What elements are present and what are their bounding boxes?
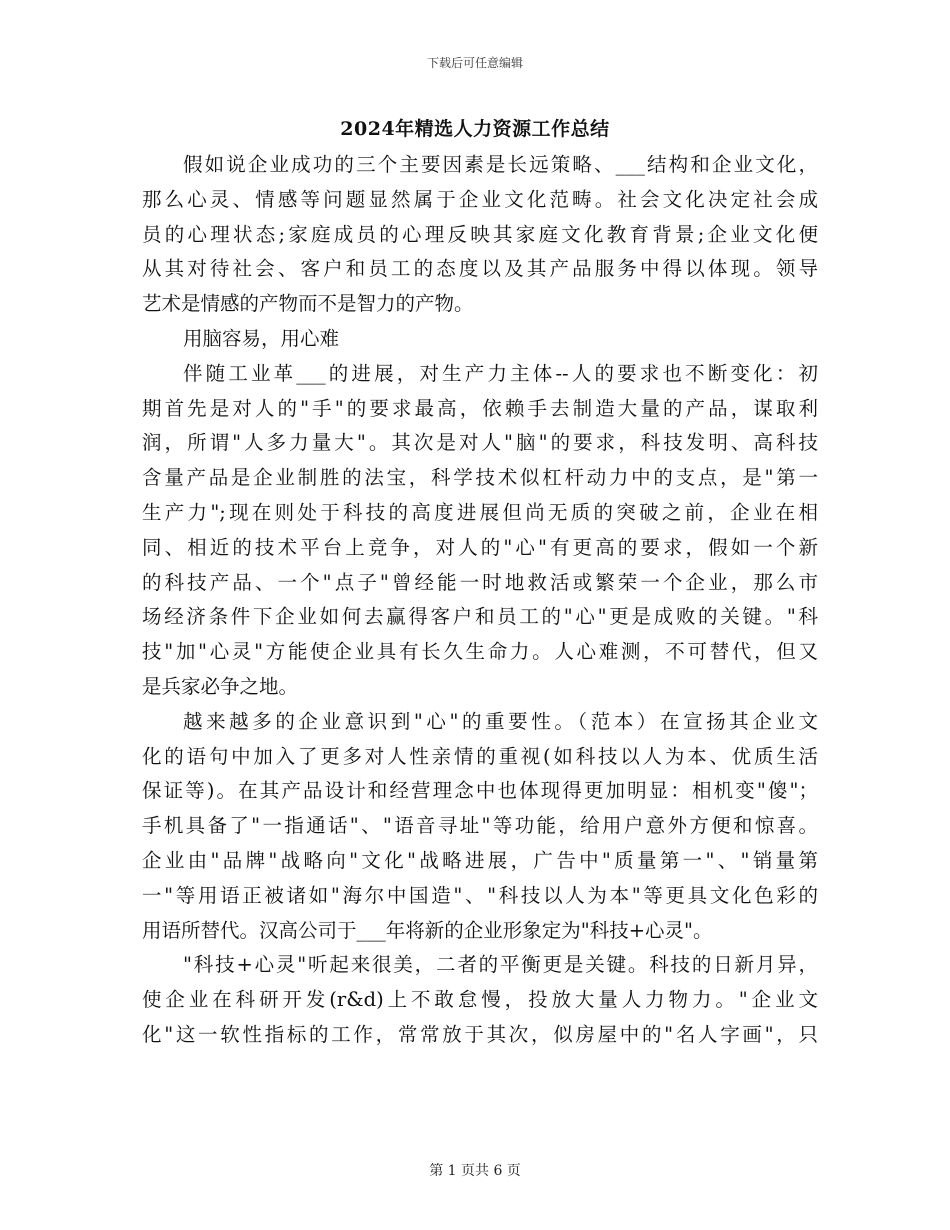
paragraph-line: 用语所替代。汉高公司于___年将新的企业形象定为"科技+心灵"。 [142,918,713,942]
paragraph-line: 技"加"心灵"方能使企业具有长久生命力。人心难测，不可替代，但又 [142,640,818,664]
paragraph-line: 伴随工业革___的进展，对生产力主体--人的要求也不断变化：初 [183,361,818,385]
paragraph-line: 一"等用语正被诸如"海尔中国造"、"科技以人为本"等更具文化色彩的 [142,883,818,907]
paragraph-line: 期首先是对人的"手"的要求最高，依赖手去制造大量的产品，谋取利 [142,396,818,420]
paragraph-line: 员的心理状态;家庭成员的心理反映其家庭文化教育背景;企业文化便 [142,222,818,246]
section-subheading: 用脑容易，用心难 [183,326,340,350]
paragraph-line: 同、相近的技术平台上竞争，对人的"心"有更高的要求，假如一个新 [142,535,818,559]
paragraph-line: 化的语句中加入了更多对人性亲情的重视(如科技以人为本、优质生活 [142,744,818,768]
paragraph-line: 的科技产品、一个"点子"曾经能一时地救活或繁荣一个企业，那么市 [142,570,818,594]
paragraph-line: 润，所谓"人多力量大"。其次是对人"脑"的要求，科技发明、高科技 [142,431,818,455]
paragraph-line: 保证等)。在其产品设计和经营理念中也体现得更加明显：相机变"傻"； [142,779,818,803]
paragraph-line: "科技+心灵"听起来很美，二者的平衡更是关键。科技的日新月异， [183,953,818,977]
paragraph-line: 使企业在科研开发(r&d)上不敢怠慢，投放大量人力物力。"企业文 [142,988,818,1012]
paragraph-line: 是兵家必争之地。 [142,674,299,698]
paragraph-line: 那么心灵、情感等问题显然属于企业文化范畴。社会文化决定社会成 [142,187,818,211]
paragraph-line: 越来越多的企业意识到"心"的重要性。（范本）在宣扬其企业文 [183,709,818,733]
paragraph-line: 化"这一软性指标的工作，常常放于其次，似房屋中的"名人字画"，只 [142,1022,818,1046]
document-title: 2024年精选人力资源工作总结 [340,118,610,140]
paragraph-line: 生产力";现在则处于科技的高度进展但尚无质的突破之前，企业在相 [142,500,818,524]
paragraph-line: 艺术是情感的产物而不是智力的产物。 [142,292,474,316]
paragraph-line: 从其对待社会、客户和员工的态度以及其产品服务中得以体现。领导 [142,257,818,281]
paragraph-line: 含量产品是企业制胜的法宝，科学技术似杠杆动力中的支点，是"第一 [142,466,818,490]
paragraph-line: 假如说企业成功的三个主要因素是长远策略、___结构和企业文化， [183,153,818,176]
page-number-footer: 第 1 页共 6 页 [429,1163,521,1179]
document-body [142,148,818,1053]
paragraph-line: 场经济条件下企业如何去赢得客户和员工的"心"更是成败的关键。"科 [142,605,818,629]
paragraph-line: 企业由"品牌"战略向"文化"战略进展，广告中"质量第一"、"销量第 [142,848,818,872]
paragraph-line: 手机具备了"一指通话"、"语音寻址"等功能，给用户意外方便和惊喜。 [142,814,818,838]
page-header-note: 下载后可任意编辑 [426,56,523,70]
